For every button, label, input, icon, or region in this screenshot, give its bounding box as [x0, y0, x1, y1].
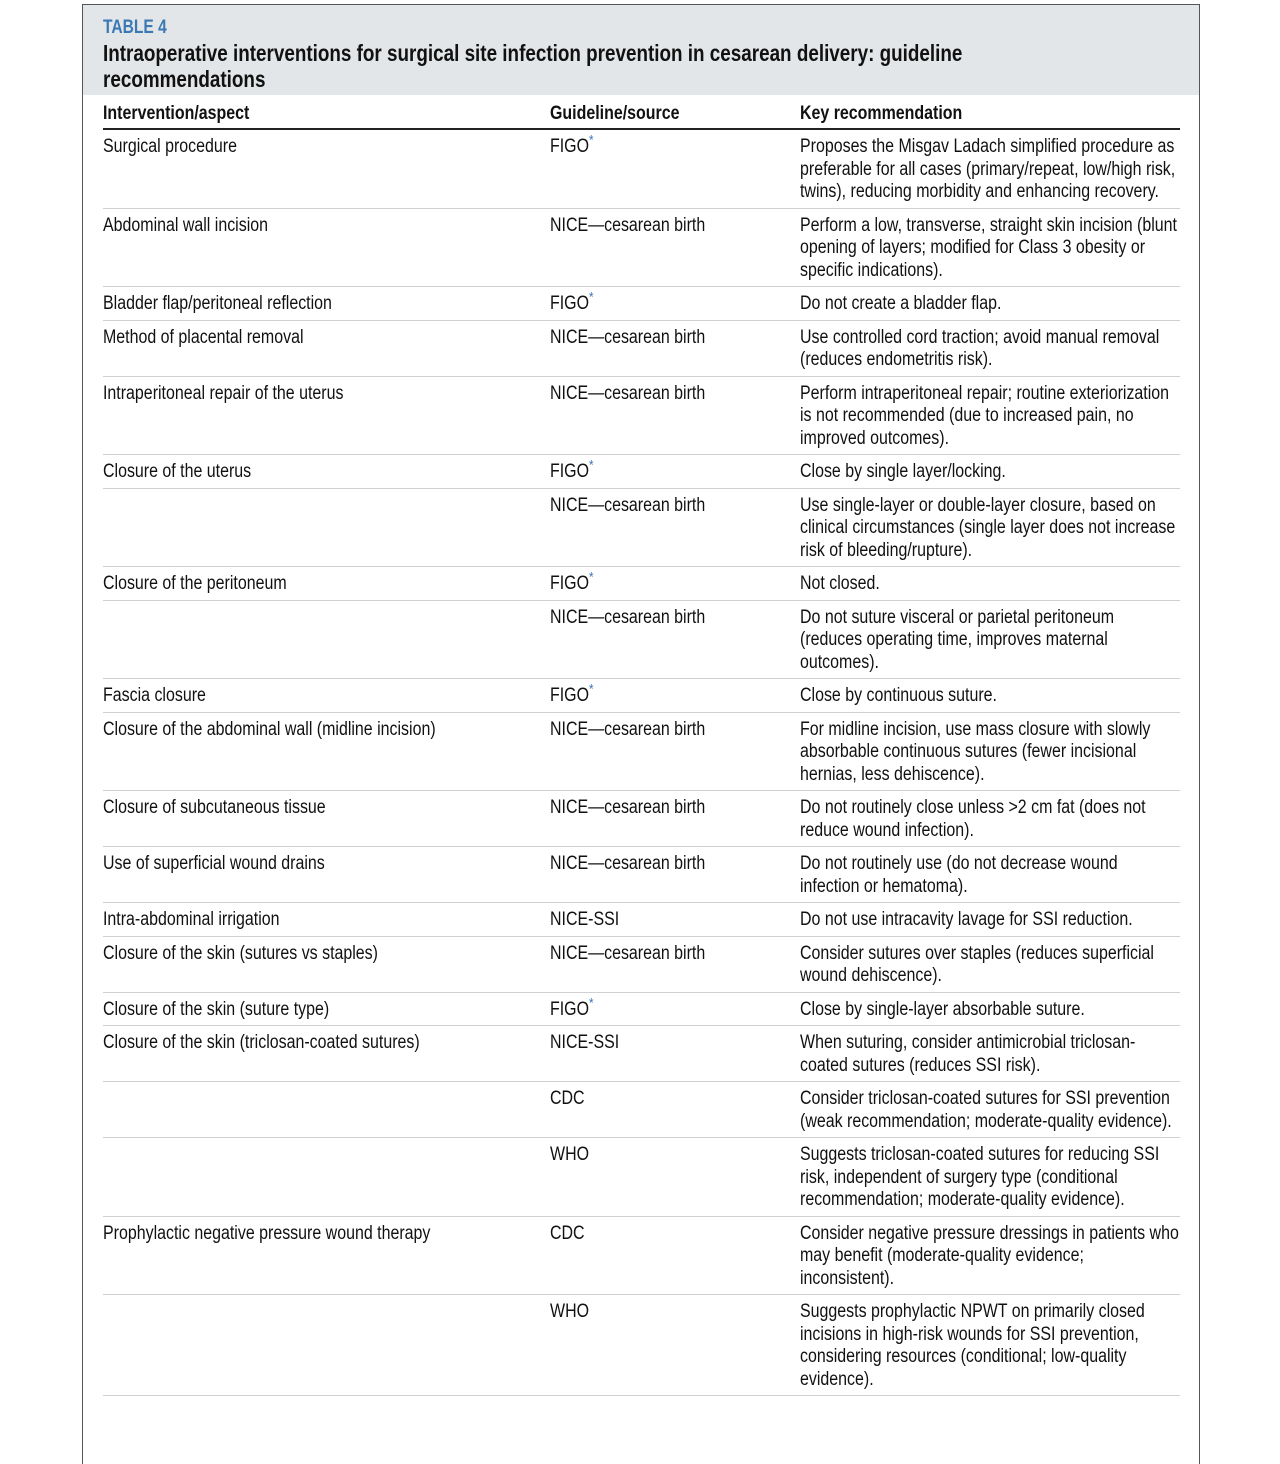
cell-source: CDC — [550, 1216, 800, 1295]
table-body — [103, 129, 1180, 1396]
cell-recommendation: Do not create a bladder flap. — [800, 287, 1180, 321]
cell-aspect: Closure of the abdominal wall (midline incision) — [103, 712, 550, 791]
table-row — [103, 1295, 1180, 1396]
cell-aspect: Closure of the skin (sutures vs staples) — [103, 936, 550, 992]
table-row — [103, 320, 1180, 376]
table-row — [103, 791, 1180, 847]
cell-aspect — [103, 600, 550, 679]
cell-source: WHO — [550, 1138, 800, 1217]
cell-recommendation: Do not use intracavity lavage for SSI reduction. — [800, 903, 1180, 937]
cell-aspect: Closure of the peritoneum — [103, 567, 550, 601]
table-row — [103, 600, 1180, 679]
cell-source: NICE-SSI — [550, 903, 800, 937]
cell-source: FIGO* — [550, 455, 800, 489]
cell-source: NICE—cesarean birth — [550, 936, 800, 992]
cell-aspect: Surgical procedure — [103, 129, 550, 208]
cell-aspect: Closure of the skin (suture type) — [103, 992, 550, 1026]
cell-recommendation: Close by single layer/locking. — [800, 455, 1180, 489]
table-label: TABLE 4 — [103, 17, 167, 38]
cell-source: FIGO* — [550, 567, 800, 601]
table-row — [103, 1082, 1180, 1138]
table-row — [103, 712, 1180, 791]
cell-aspect: Intraperitoneal repair of the uterus — [103, 376, 550, 455]
cell-source: NICE—cesarean birth — [550, 791, 800, 847]
footnote-marker: * — [589, 568, 594, 585]
table-row — [103, 679, 1180, 713]
cell-source: NICE—cesarean birth — [550, 488, 800, 567]
cell-recommendation: Do not routinely use (do not decrease wound infection or hematoma). — [800, 847, 1180, 903]
cell-source: NICE-SSI — [550, 1026, 800, 1082]
cell-source: CDC — [550, 1082, 800, 1138]
cell-aspect — [103, 1082, 550, 1138]
table-row — [103, 1026, 1180, 1082]
cell-recommendation: Consider triclosan-coated sutures for SSI prevention (weak recommendation; moderate-quality evidence). — [800, 1082, 1180, 1138]
cell-recommendation: Use controlled cord traction; avoid manual removal (reduces endometritis risk). — [800, 320, 1180, 376]
cell-source: FIGO* — [550, 679, 800, 713]
table-row — [103, 208, 1180, 287]
recommendations-table — [103, 95, 1180, 1396]
cell-recommendation: For midline incision, use mass closure with slowly absorbable continuous sutures (fewer incisional hernias, less dehiscence). — [800, 712, 1180, 791]
footnote-marker: * — [589, 288, 594, 305]
table-row — [103, 376, 1180, 455]
table-header-band — [83, 5, 1199, 95]
cell-aspect — [103, 488, 550, 567]
table-row — [103, 455, 1180, 489]
cell-aspect: Intra-abdominal irrigation — [103, 903, 550, 937]
cell-source: WHO — [550, 1295, 800, 1396]
cell-source: FIGO* — [550, 992, 800, 1026]
cell-recommendation: When suturing, consider antimicrobial triclosan-coated sutures (reduces SSI risk). — [800, 1026, 1180, 1082]
cell-source: FIGO* — [550, 129, 800, 208]
cell-aspect: Method of placental removal — [103, 320, 550, 376]
cell-recommendation: Not closed. — [800, 567, 1180, 601]
cell-source: NICE—cesarean birth — [550, 320, 800, 376]
cell-recommendation: Perform a low, transverse, straight skin incision (blunt opening of layers; modified for Class 3 obesity or specific indications). — [800, 208, 1180, 287]
cell-aspect: Fascia closure — [103, 679, 550, 713]
cell-aspect: Use of superficial wound drains — [103, 847, 550, 903]
table-row — [103, 1138, 1180, 1217]
cell-recommendation: Perform intraperitoneal repair; routine exteriorization is not recommended (due to increased pain, no improved outcomes). — [800, 376, 1180, 455]
cell-aspect — [103, 1138, 550, 1217]
cell-recommendation: Close by continuous suture. — [800, 679, 1180, 713]
cell-aspect: Closure of the skin (triclosan-coated sutures) — [103, 1026, 550, 1082]
cell-source: NICE—cesarean birth — [550, 208, 800, 287]
column-header-recommendation: Key recommendation — [800, 95, 1180, 129]
cell-recommendation: Do not routinely close unless >2 cm fat (does not reduce wound infection). — [800, 791, 1180, 847]
table-row — [103, 488, 1180, 567]
table-title: Intraoperative interventions for surgical site infection prevention in cesarean delivery: guideline recommendations — [103, 40, 963, 92]
column-header-aspect: Intervention/aspect — [103, 95, 550, 129]
cell-recommendation: Suggests prophylactic NPWT on primarily closed incisions in high-risk wounds for SSI prevention, considering resources (conditional; low-quality evidence). — [800, 1295, 1180, 1396]
table-row — [103, 1216, 1180, 1295]
table-row — [103, 567, 1180, 601]
table-row — [103, 936, 1180, 992]
table-row — [103, 992, 1180, 1026]
cell-recommendation: Use single-layer or double-layer closure, based on clinical circumstances (single layer does not increase risk of bleeding/rupture). — [800, 488, 1180, 567]
table-row — [103, 287, 1180, 321]
table-row — [103, 847, 1180, 903]
cell-source: NICE—cesarean birth — [550, 376, 800, 455]
footnote-marker: * — [589, 131, 594, 148]
cell-aspect: Closure of the uterus — [103, 455, 550, 489]
cell-source: NICE—cesarean birth — [550, 600, 800, 679]
cell-recommendation: Close by single-layer absorbable suture. — [800, 992, 1180, 1026]
table-row — [103, 903, 1180, 937]
table-row — [103, 129, 1180, 208]
footnote-marker: * — [589, 680, 594, 697]
cell-aspect: Abdominal wall incision — [103, 208, 550, 287]
cell-aspect — [103, 1295, 550, 1396]
table-frame — [82, 4, 1200, 1464]
footnote-marker: * — [589, 456, 594, 473]
table-header-row — [103, 95, 1180, 129]
cell-aspect: Closure of subcutaneous tissue — [103, 791, 550, 847]
table-content — [83, 95, 1199, 1396]
cell-recommendation: Proposes the Misgav Ladach simplified procedure as preferable for all cases (primary/repeat, low/high risk, twins), reducing morbidity and enhancing recovery. — [800, 129, 1180, 208]
cell-source: FIGO* — [550, 287, 800, 321]
footnote-marker: * — [589, 994, 594, 1011]
cell-recommendation: Suggests triclosan-coated sutures for reducing SSI risk, independent of surgery type (conditional recommendation; moderate-quality evidence). — [800, 1138, 1180, 1217]
cell-source: NICE—cesarean birth — [550, 847, 800, 903]
cell-recommendation: Consider sutures over staples (reduces superficial wound dehiscence). — [800, 936, 1180, 992]
cell-recommendation: Do not suture visceral or parietal peritoneum (reduces operating time, improves maternal outcomes). — [800, 600, 1180, 679]
cell-source: NICE—cesarean birth — [550, 712, 800, 791]
cell-aspect: Prophylactic negative pressure wound therapy — [103, 1216, 550, 1295]
cell-aspect: Bladder flap/peritoneal reflection — [103, 287, 550, 321]
cell-recommendation: Consider negative pressure dressings in patients who may benefit (moderate-quality evidence; inconsistent). — [800, 1216, 1180, 1295]
column-header-source: Guideline/source — [550, 95, 800, 129]
